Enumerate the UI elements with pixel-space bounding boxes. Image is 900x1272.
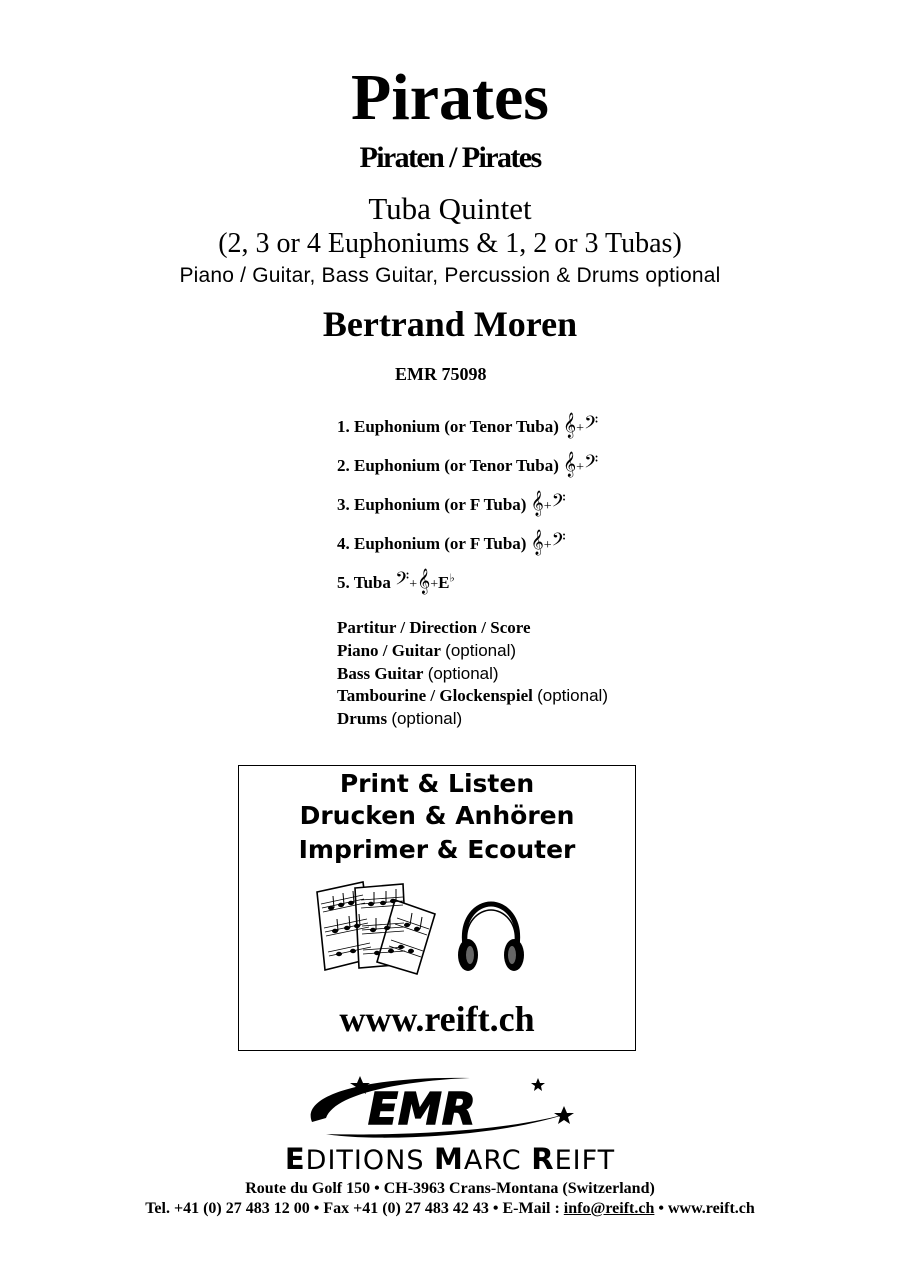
optional-instruments: Piano / Guitar, Bass Guitar, Percussion & Drums optional — [179, 264, 721, 287]
publisher-contact: Tel. +41 (0) 27 483 12 00 • Fax +41 (0) 27 483 42 43 • E-Mail : info@reift.ch • www.reift.ch — [145, 1200, 755, 1217]
e-flat-label: E♭ — [438, 572, 455, 592]
score-item-label: Partitur / Direction / Score — [337, 618, 531, 637]
part-4: 4. Euphonium (or F Tuba) 𝄞+𝄢 — [337, 530, 566, 555]
part-label: 1. Euphonium (or Tenor Tuba) — [337, 417, 559, 436]
part-label: 4. Euphonium (or F Tuba) — [337, 534, 527, 553]
email-link[interactable]: info@reift.ch — [563, 1200, 655, 1217]
title: Pirates — [351, 61, 549, 134]
print-listen-line: Print & Listen — [339, 769, 535, 798]
composer: Bertrand Moren — [322, 304, 578, 344]
score-item-note: (optional) — [445, 641, 517, 660]
treble-clef-icon: 𝄞 — [417, 569, 431, 594]
part-label: 2. Euphonium (or Tenor Tuba) — [337, 456, 559, 475]
part-label: 3. Euphonium (or F Tuba) — [337, 495, 527, 514]
catalog-number: EMR 75098 — [395, 364, 487, 384]
treble-clef-icon: 𝄞 — [563, 452, 577, 477]
ensemble: Tuba Quintet — [368, 191, 532, 226]
print-listen-line: Imprimer & Ecouter — [298, 835, 576, 864]
part-5: 5. Tuba 𝄢+𝄞+E♭ — [337, 569, 455, 594]
bass-clef-icon: 𝄢 — [395, 569, 410, 594]
bass-clef-icon: 𝄢 — [584, 413, 599, 438]
score-item — [337, 709, 462, 729]
bass-clef-icon: 𝄢 — [551, 491, 566, 516]
score-item — [337, 618, 531, 638]
print-listen-line: Drucken & Anhören — [299, 801, 575, 830]
svg-text:EMR: EMR — [368, 1084, 476, 1135]
bass-clef-icon: 𝄢 — [584, 452, 599, 477]
score-item-label: Piano / Guitar — [337, 641, 441, 660]
instrumentation: (2, 3 or 4 Euphoniums & 1, 2 or 3 Tubas) — [218, 228, 682, 259]
emr-logo — [300, 1072, 600, 1142]
treble-clef-icon: 𝄞 — [530, 491, 544, 516]
publisher-name: EDITIONS MARC REIFT — [284, 1142, 616, 1176]
score-item-note: (optional) — [391, 709, 463, 728]
score-item-label: Tambourine / Glockenspiel — [337, 686, 533, 705]
treble-clef-icon: 𝄞 — [530, 530, 544, 555]
part-label: 5. Tuba — [337, 573, 391, 592]
score-item-label: Bass Guitar — [337, 664, 424, 683]
publisher-address: Route du Golf 150 • CH-3963 Crans-Montana (Switzerland) — [245, 1180, 655, 1197]
headphones-icon — [455, 900, 527, 976]
part-1: 1. Euphonium (or Tenor Tuba) 𝄞+𝄢 — [337, 413, 599, 438]
score-item — [337, 686, 608, 706]
bass-clef-icon: 𝄢 — [551, 530, 566, 555]
score-item-note: (optional) — [427, 664, 499, 683]
score-item-note: (optional) — [537, 686, 608, 705]
subtitle: Piraten / Pirates — [359, 141, 541, 174]
score-item — [337, 641, 516, 661]
treble-clef-icon: 𝄞 — [563, 413, 577, 438]
score-item — [337, 664, 499, 684]
website-url[interactable]: www.reift.ch — [339, 999, 535, 1039]
score-item-label: Drums — [337, 709, 388, 728]
part-3: 3. Euphonium (or F Tuba) 𝄞+𝄢 — [337, 491, 566, 516]
print-listen-box — [238, 765, 636, 1051]
sheet-music-icon — [311, 878, 441, 976]
part-2: 2. Euphonium (or Tenor Tuba) 𝄞+𝄢 — [337, 452, 599, 477]
